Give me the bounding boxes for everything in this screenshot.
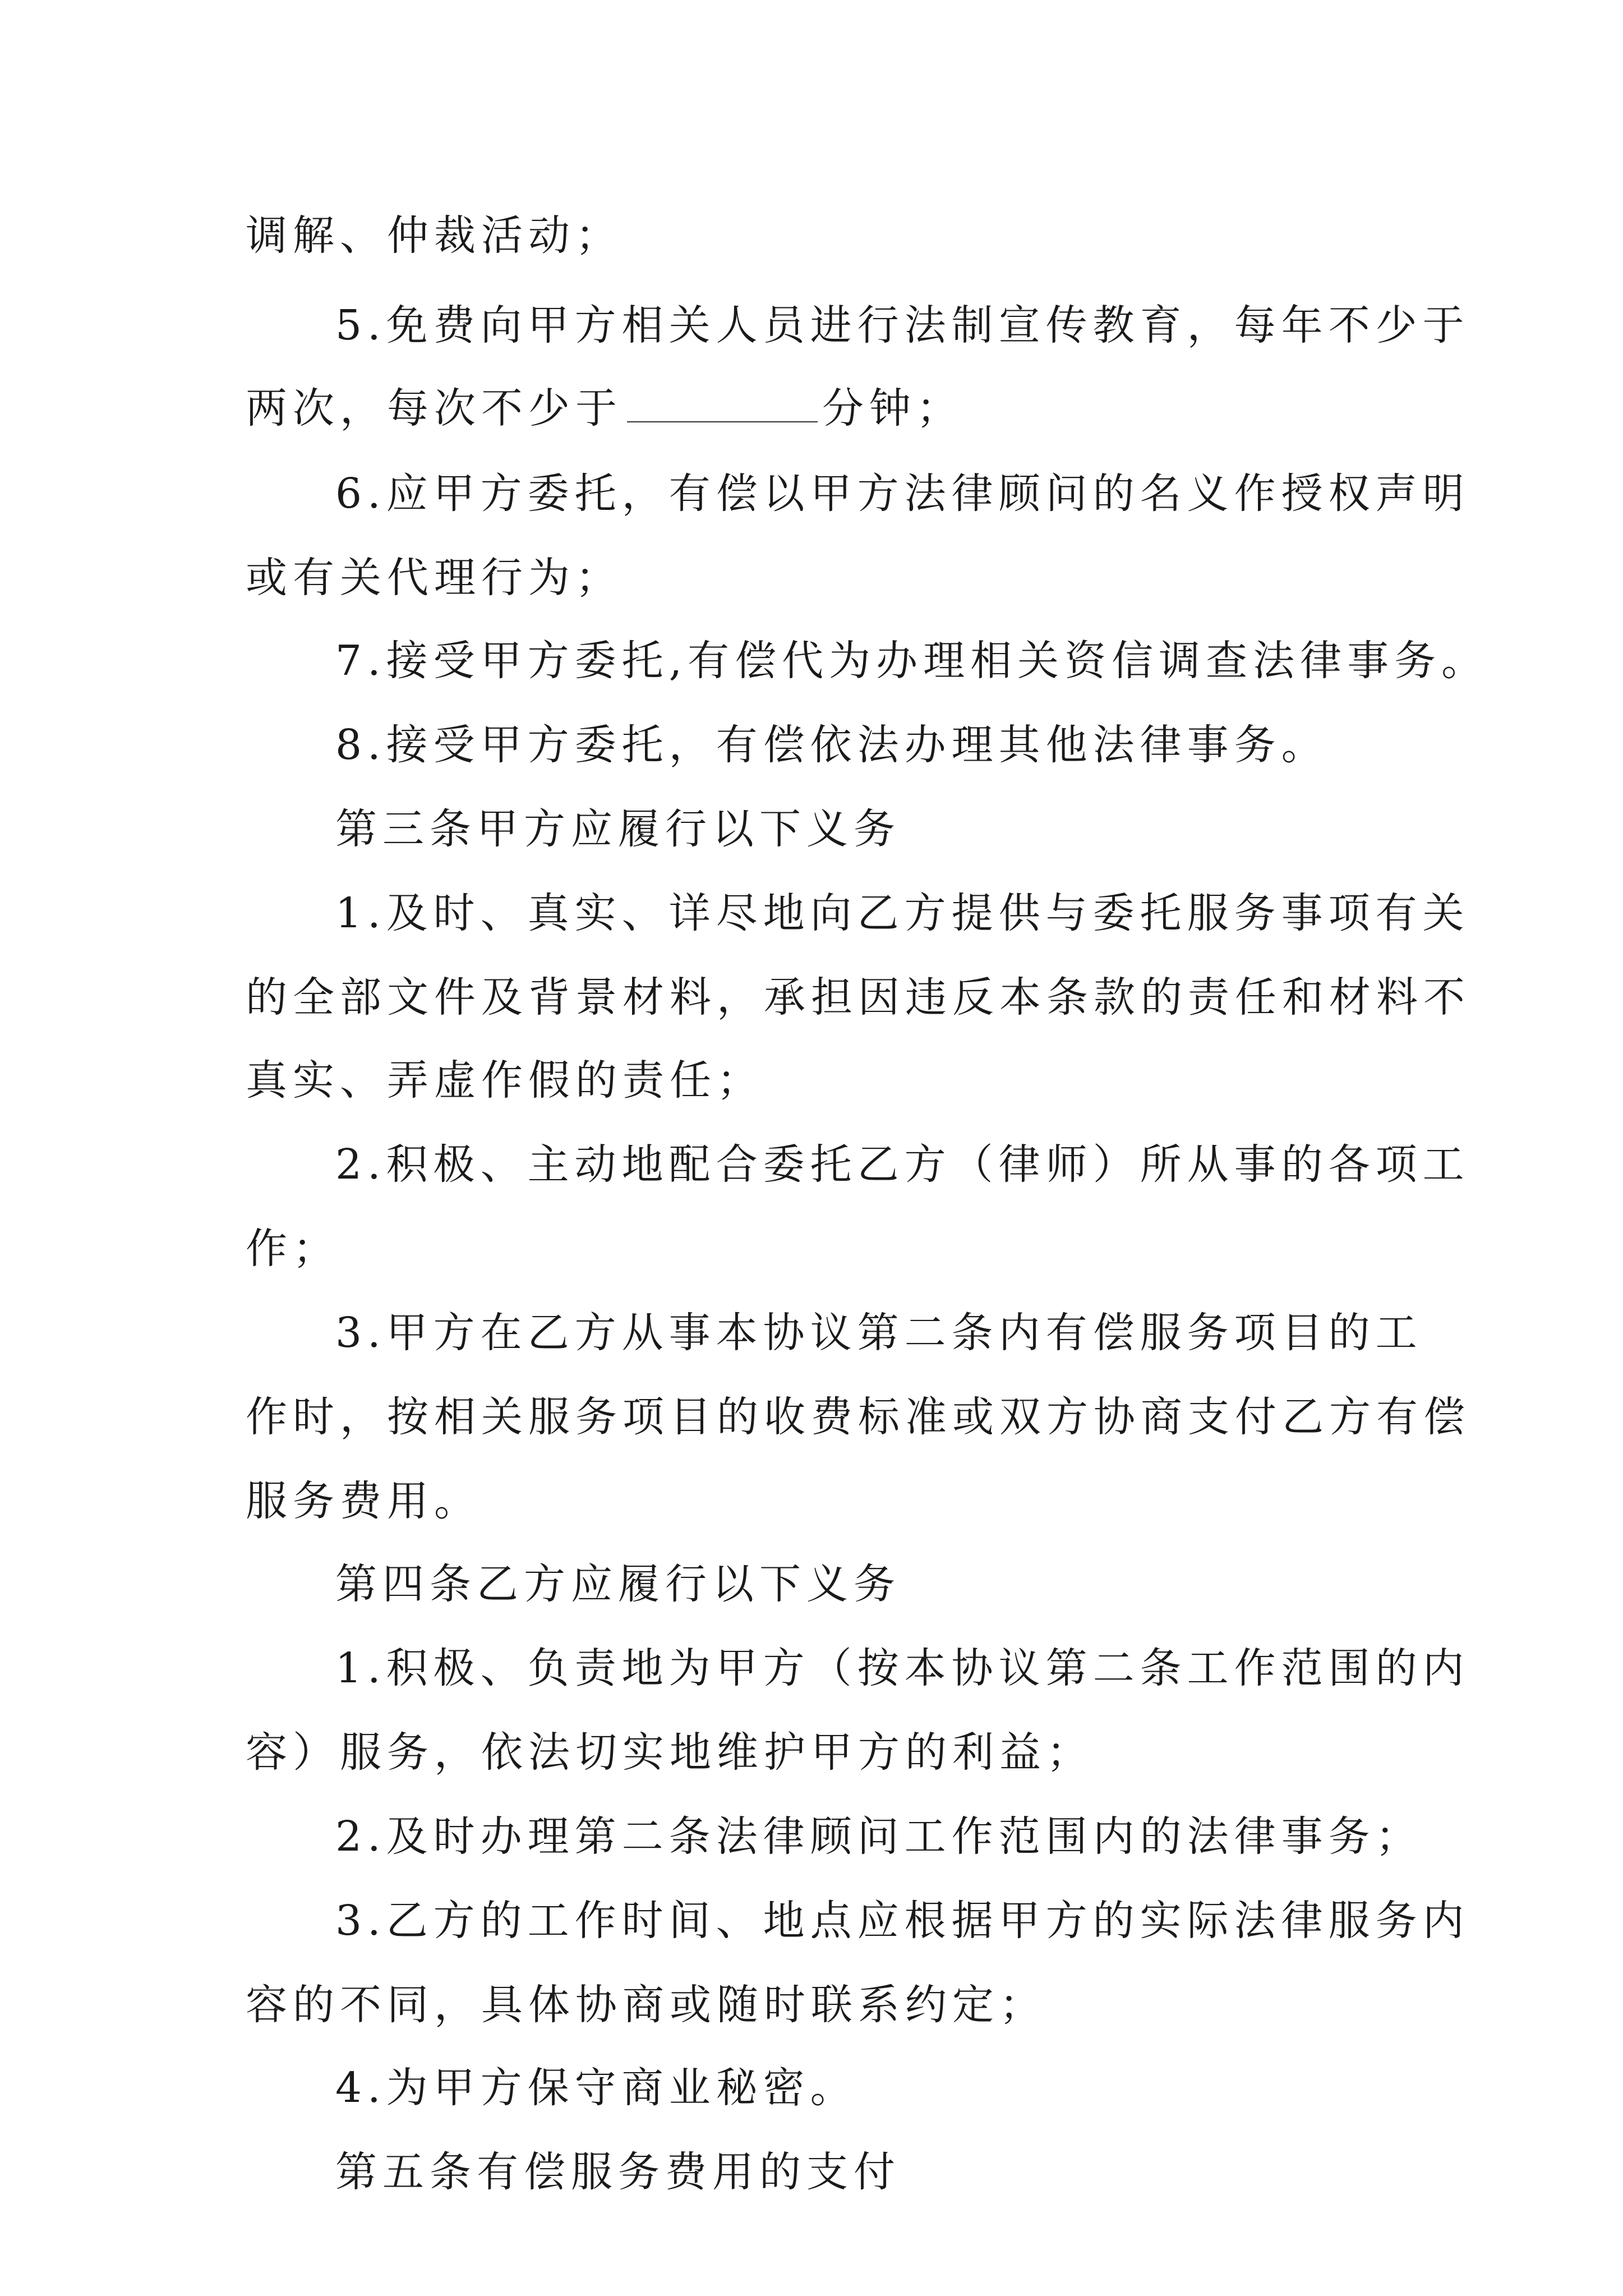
text-line: 作时，按相关服务项目的收费标准或双方协商支付乙方有偿: [246, 1393, 1470, 1441]
text-line: 1.积极、负责地为甲方（按本协议第二条工作范围的内: [335, 1644, 1470, 1692]
text-segment: 两次，每次不少于: [246, 384, 623, 432]
text-line: 2.及时办理第二条法律顾问工作范围内的法律事务；: [335, 1812, 1423, 1861]
text-line: 的全部文件及背景材料，承担因违反本条款的责任和材料不: [246, 973, 1470, 1022]
text-line: 真实、弄虚作假的责任；: [246, 1056, 764, 1105]
text-segment: 分钟；: [822, 384, 963, 432]
text-line: 2.积极、主动地配合委托乙方（律师）所从事的各项工: [335, 1140, 1470, 1189]
text-line: 服务费用。: [246, 1477, 481, 1525]
section-heading: 第四条乙方应履行以下义务: [335, 1560, 901, 1608]
text-line: 4.为甲方保守商业秘密。: [335, 2064, 857, 2112]
text-line: 6.应甲方委托，有偿以甲方法律顾问的名义作授权声明: [335, 470, 1470, 518]
text-line: [246, 375, 963, 442]
text-line: 容的不同，具体协商或随时联系约定；: [246, 1981, 1046, 2029]
text-line: 或有关代理行为；: [246, 554, 623, 602]
section-heading: 第三条甲方应履行以下义务: [335, 805, 901, 853]
text-line: 1.及时、真实、详尽地向乙方提供与委托服务事项有关: [335, 889, 1470, 937]
fill-in-blank: [627, 421, 818, 422]
text-line: 3.甲方在乙方从事本协议第二条内有偿服务项目的工: [335, 1309, 1423, 1357]
section-heading: 第五条有偿服务费用的支付: [335, 2148, 901, 2196]
text-line: 5.免费向甲方相关人员进行法制宣传教育，每年不少于: [335, 301, 1470, 349]
text-line: 调解、仲裁活动；: [246, 211, 623, 260]
text-line: 3.乙方的工作时间、地点应根据甲方的实际法律服务内: [335, 1897, 1470, 1945]
text-line: 作；: [246, 1225, 340, 1273]
text-line: 容）服务，依法切实地维护甲方的利益；: [246, 1728, 1094, 1777]
text-line: 7.接受甲方委托,有偿代为办理相关资信调查法律事务。: [335, 637, 1489, 685]
text-line: 8.接受甲方委托，有偿依法办理其他法律事务。: [335, 721, 1329, 769]
